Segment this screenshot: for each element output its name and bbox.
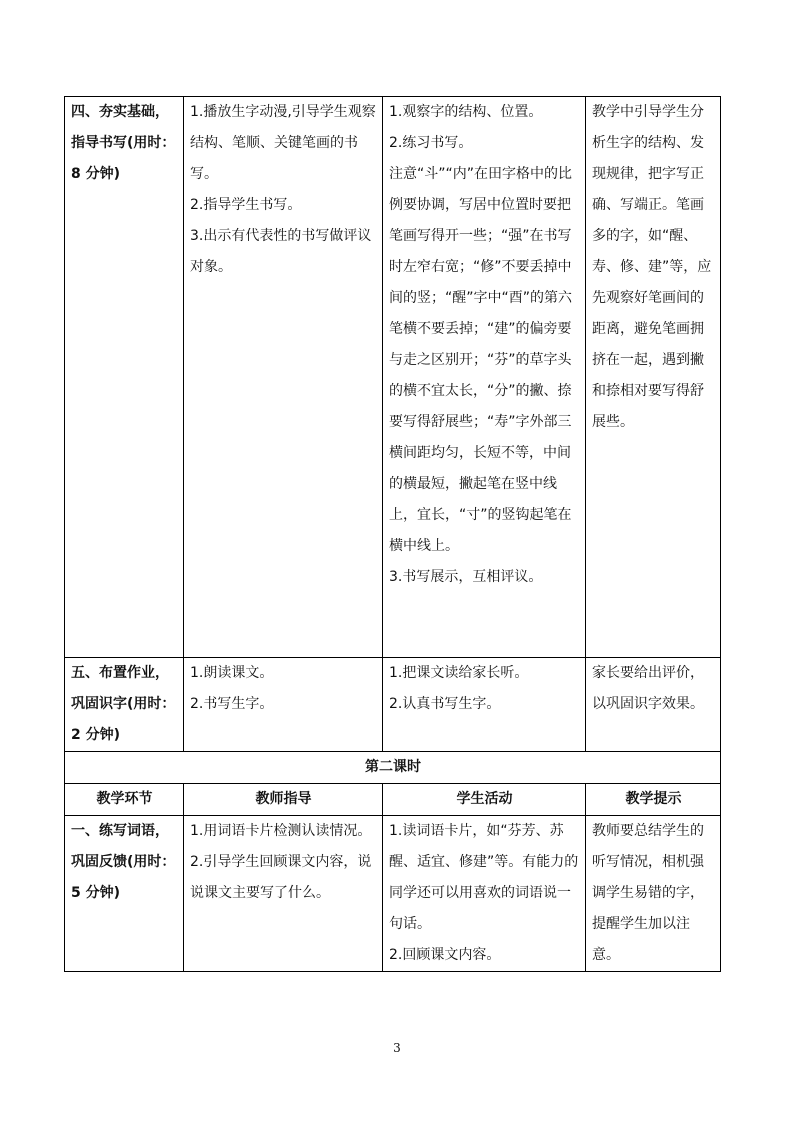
teaching-tip-cell: 教师要总结学生的听写情况，相机强调学生易错的字，提醒学生加以注意。: [586, 816, 721, 972]
teacher-step: 2.引导学生回顾课文内容，说说课文主要写了什么。: [190, 854, 372, 901]
lesson-plan-table: [64, 96, 721, 972]
column-header: 教学环节: [65, 784, 184, 816]
teacher-step: 1.朗读课文。: [190, 665, 274, 681]
section-title: 第二课时: [65, 752, 721, 784]
teacher-guidance-cell: [184, 658, 383, 752]
student-activity-cell: [383, 816, 586, 972]
page-number: 3: [393, 1041, 401, 1055]
teacher-guidance-cell: [184, 816, 383, 972]
table-row-stage-4: [65, 97, 721, 658]
student-step: 注意“斗”“内”在田字格中的比例要协调，写居中位置时要把笔画写得开一些；“强”在书写时左窄右宽；“修”不要丢掉中间的竖；“醒”字中“酉”的第六笔横不要丢掉；“建”的偏旁要与走之区别开；“芬”的草字头的横不宜太长，“分”的撇、捺要写得舒展些；“寿”字外部三横间距均匀，长短不等，中间的横最短，撇起笔在竖中线上，宜长，“寸”的竖钩起笔在横中线上。: [389, 166, 573, 554]
student-step: 2.回顾课文内容。: [389, 947, 501, 963]
teacher-step: 1.播放生字动漫,引导学生观察结构、笔顺、关键笔画的书写。: [190, 104, 376, 182]
column-header: 教师指导: [184, 784, 383, 816]
teaching-tip-cell: 家长要给出评价，以巩固识字效果。: [586, 658, 721, 752]
stage-cell: 四、夯实基础，指导书写(用时：8 分钟): [65, 97, 184, 658]
student-step: 2.练习书写。: [389, 135, 473, 151]
teacher-step: 2.书写生字。: [190, 696, 274, 712]
table-row-stage-5: [65, 658, 721, 752]
header-row: [65, 784, 721, 816]
section-title-row: [65, 752, 721, 784]
table-row-stage-1: [65, 816, 721, 972]
teacher-step: 2.指导学生书写。: [190, 197, 302, 213]
teacher-guidance-cell: [184, 97, 383, 658]
column-header: 学生活动: [383, 784, 586, 816]
stage-cell: 五、布置作业，巩固识字(用时：2 分钟): [65, 658, 184, 752]
student-step: 3.书写展示，互相评议。: [389, 569, 543, 585]
stage-cell: 一、练写词语，巩固反馈(用时：5 分钟): [65, 816, 184, 972]
student-activity-cell: [383, 658, 586, 752]
column-header: 教学提示: [586, 784, 721, 816]
student-step: 1.读词语卡片，如“芬芳、苏醒、适宜、修建”等。有能力的同学还可以用喜欢的词语说一句话。: [389, 823, 579, 932]
student-activity-cell: [383, 97, 586, 658]
student-step: 1.观察字的结构、位置。: [389, 104, 543, 120]
teaching-tip-cell: 教学中引导学生分析生字的结构、发现规律，把字写正确、写端正。笔画多的字，如“醒、寿、修、建”等，应先观察好笔画间的距离，避免笔画拥挤在一起，遇到撇和捺相对要写得舒展些。: [586, 97, 721, 658]
student-step: 2.认真书写生字。: [389, 696, 501, 712]
teacher-step: 1.用词语卡片检测认读情况。: [190, 823, 372, 839]
teacher-step: 3.出示有代表性的书写做评议对象。: [190, 228, 372, 275]
student-step: 1.把课文读给家长听。: [389, 665, 529, 681]
